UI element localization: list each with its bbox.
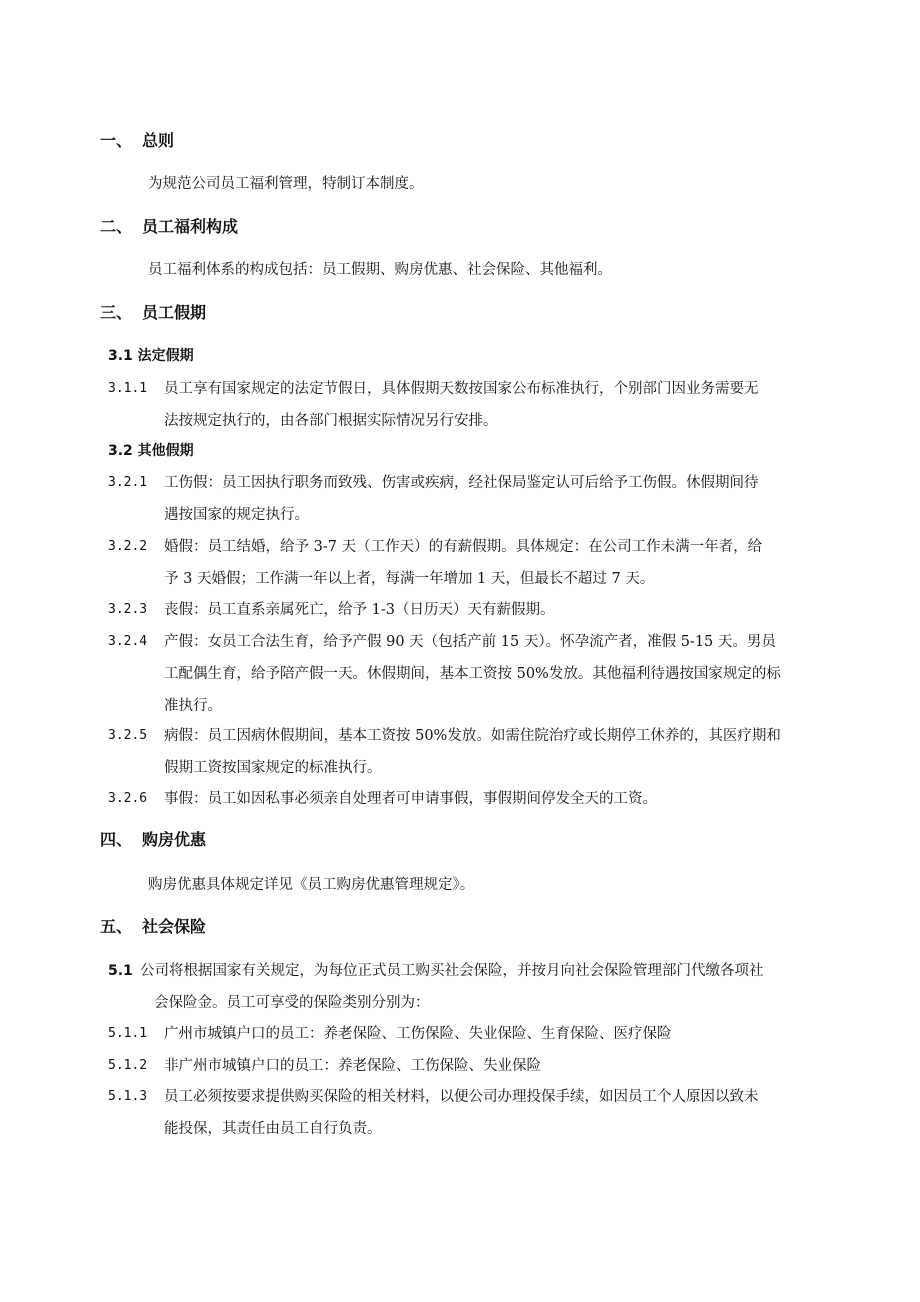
- clause-number: 5.1: [108, 963, 133, 979]
- clause-number: 3.2.6: [108, 791, 148, 806]
- clause-line: 遇按国家的规定执行。: [164, 507, 309, 523]
- clause-number: 3.2.5: [108, 728, 148, 743]
- clause-line: 法按规定执行的，由各部门根据实际情况另行安排。: [164, 413, 498, 429]
- clause-number: 5.1.3: [108, 1089, 148, 1104]
- section-heading-housing: [100, 830, 206, 850]
- clause-line: 非广州市城镇户口的员工：养老保险、工伤保险、失业保险: [164, 1058, 541, 1074]
- clause-line: 予 3 天婚假；工作满一年以上者，每满一年增加 1 天，但最长不超过 7 天。: [164, 571, 655, 587]
- clause-line: 公司将根据国家有关规定，为每位正式员工购买社会保险，并按月向社会保险管理部门代缴各项社: [140, 963, 764, 979]
- clause-number: 3.1.1: [108, 381, 148, 396]
- clause-line: 员工必须按要求提供购买保险的相关材料，以便公司办理投保手续，如因员工个人原因以致未: [164, 1089, 759, 1105]
- clause-number: 3.2.1: [108, 475, 148, 490]
- section-heading-leave: [100, 303, 206, 323]
- clause-line: 假期工资按国家规定的标准执行。: [164, 760, 382, 776]
- clause-line: 员工享有国家规定的法定节假日，具体假期天数按国家公布标准执行，个别部门因业务需要无: [164, 381, 759, 397]
- subheading-other-leave: 3.2 其他假期: [108, 443, 194, 459]
- section-heading-composition: [100, 217, 238, 237]
- clause-line: 工伤假：员工因执行职务而致残、伤害或疾病，经社保局鉴定认可后给予工伤假。休假期间待: [164, 475, 759, 491]
- section-number: 二、: [100, 217, 133, 236]
- section-title: 社会保险: [142, 917, 207, 936]
- paragraph-housing: 购房优惠具体规定详见《员工购房优惠管理规定》。: [148, 877, 475, 893]
- clause-number: 5.1.2: [108, 1058, 148, 1073]
- section-number: 五、: [100, 917, 133, 936]
- clause-number: 3.2.2: [108, 539, 148, 554]
- clause-line: 病假：员工因病休假期间，基本工资按 50%发放。如需住院治疗或长期停工休养的，其医疗期和: [164, 728, 781, 744]
- section-number: 四、: [100, 830, 133, 849]
- clause-line: 产假：女员工合法生育，给予产假 90 天（包括产前 15 天）。怀孕流产者，准假 5-15 天。男员: [164, 634, 776, 650]
- clause-line: 事假：员工如因私事必须亲自处理者可申请事假，事假期间停发全天的工资。: [164, 791, 657, 807]
- clause-line: 准执行。: [164, 698, 222, 714]
- section-title: 总则: [142, 131, 175, 150]
- clause-line: 会保险金。员工可享受的保险类别分别为：: [154, 995, 430, 1011]
- clause-line: 丧假：员工直系亲属死亡，给予 1-3（日历天）天有薪假期。: [164, 602, 555, 618]
- clause-number: 3.2.3: [108, 602, 148, 617]
- paragraph-composition: 员工福利体系的构成包括：员工假期、购房优惠、社会保险、其他福利。: [148, 262, 612, 278]
- section-number: 一、: [100, 131, 133, 150]
- section-title: 员工假期: [142, 303, 207, 322]
- section-heading-social-insurance: [100, 917, 206, 937]
- subheading-legal-leave: 3.1 法定假期: [108, 348, 194, 364]
- clause-line: 广州市城镇户口的员工：养老保险、工伤保险、失业保险、生育保险、医疗保险: [164, 1026, 672, 1042]
- clause-line: 工配偶生育，给予陪产假一天。休假期间，基本工资按 50%发放。其他福利待遇按国家规定的标: [164, 666, 781, 682]
- clause-number: 3.2.4: [108, 634, 148, 649]
- clause-number: 5.1.1: [108, 1026, 148, 1041]
- clause-line: 能投保，其责任由员工自行负责。: [164, 1121, 382, 1137]
- clause-line: 婚假：员工结婚，给予 3-7 天（工作天）的有薪假期。具体规定：在公司工作未满一年者，给: [164, 539, 763, 555]
- section-number: 三、: [100, 303, 133, 322]
- section-title: 员工福利构成: [142, 217, 239, 236]
- paragraph-general: 为规范公司员工福利管理，特制订本制度。: [148, 176, 424, 192]
- section-heading-general: [100, 131, 174, 151]
- section-title: 购房优惠: [142, 830, 207, 849]
